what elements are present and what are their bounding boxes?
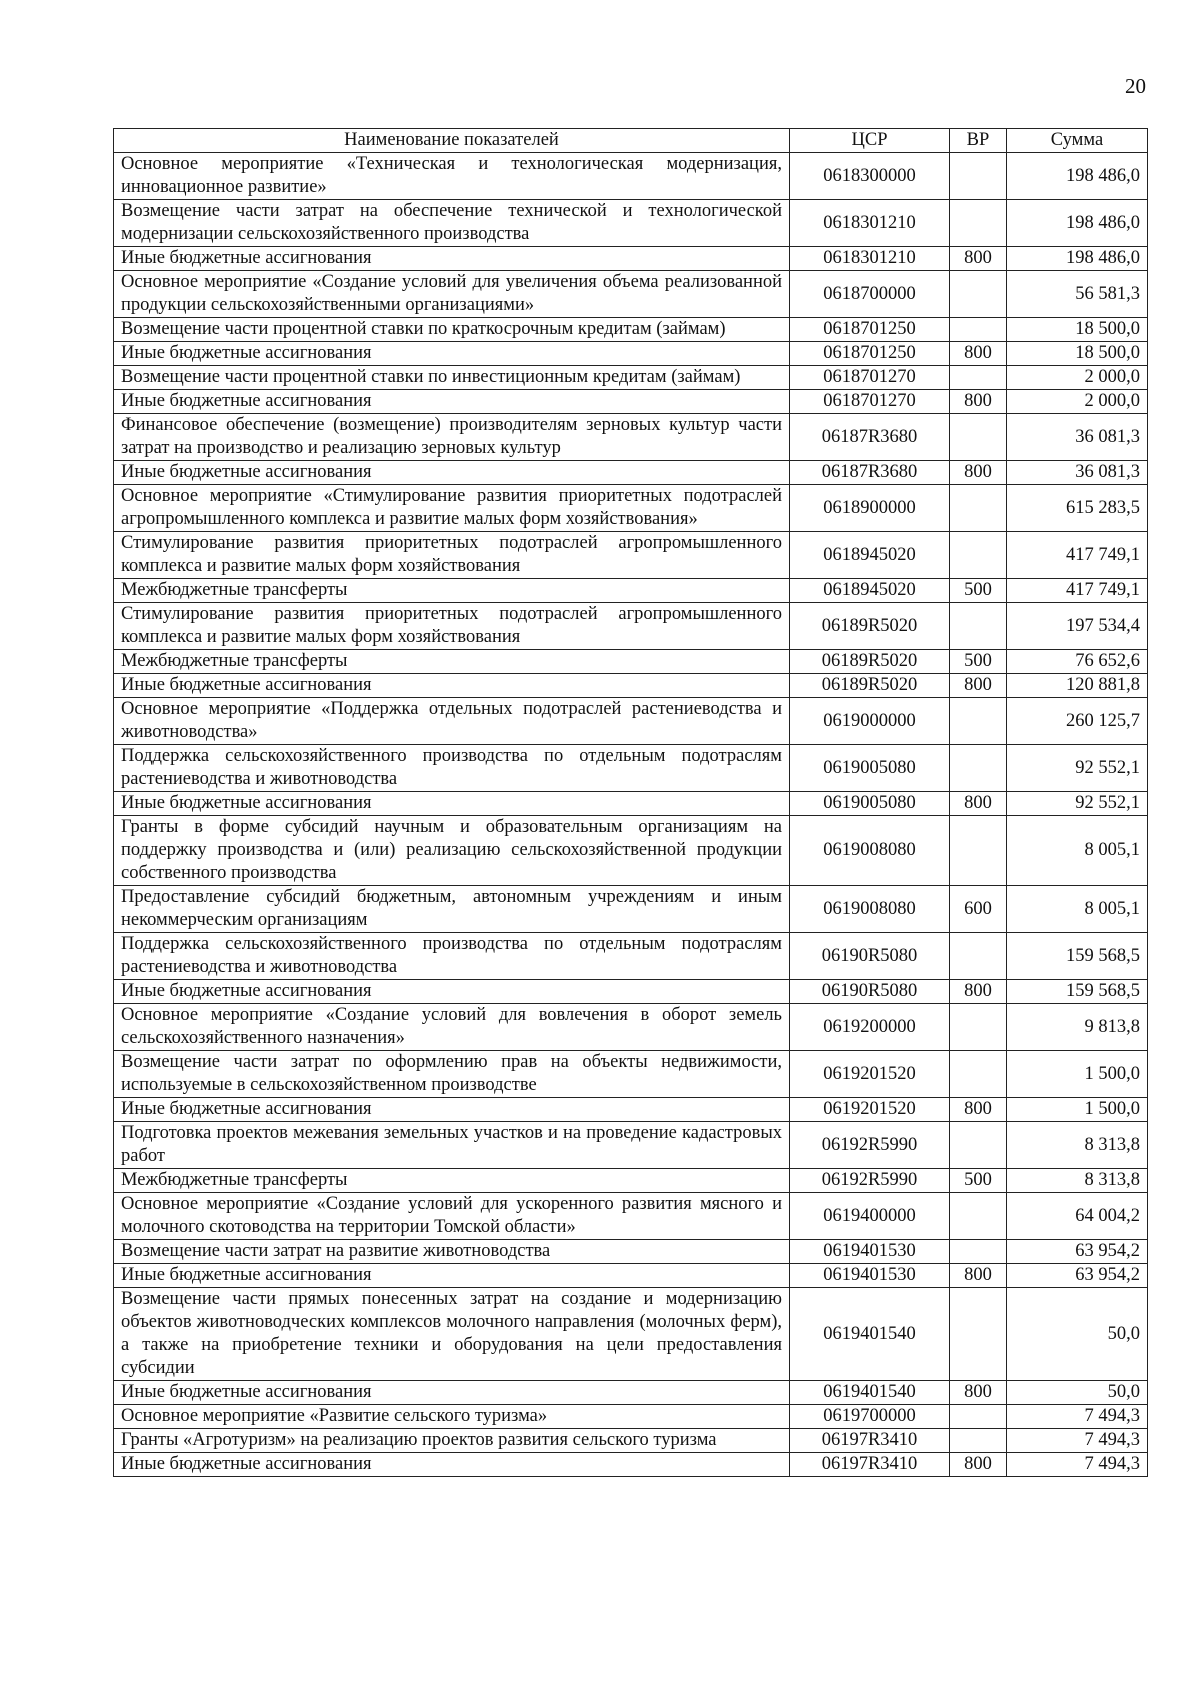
row-vr-cell: 800 [950,247,1007,271]
row-name-cell: Иные бюджетные ассигнования [114,461,790,485]
row-sum-cell: 18 500,0 [1007,342,1148,366]
table-row [114,745,1148,792]
row-name-cell: Гранты в форме субсидий научным и образовательным организациям на поддержку производства и (или) реализацию сельскохозяйственной продукции собственного производства [114,816,790,886]
row-vr-cell: 800 [950,674,1007,698]
row-csr-cell: 0619400000 [790,1193,950,1240]
row-name-cell: Иные бюджетные ассигнования [114,390,790,414]
row-name-cell: Поддержка сельскохозяйственного производства по отдельным подотраслям растениеводства и животноводства [114,745,790,792]
table-row [114,650,1148,674]
table-row [114,980,1148,1004]
row-name-cell: Финансовое обеспечение (возмещение) производителям зерновых культур части затрат на производство и реализацию зерновых культур [114,414,790,461]
row-csr-cell: 0619401530 [790,1240,950,1264]
row-name-cell: Возмещение части затрат по оформлению прав на объекты недвижимости, используемые в сельскохозяйственном производстве [114,1051,790,1098]
table-row [114,1004,1148,1051]
row-name-cell: Межбюджетные трансферты [114,650,790,674]
row-csr-cell: 0619201520 [790,1051,950,1098]
row-csr-cell: 0618301210 [790,247,950,271]
row-vr-cell [950,1004,1007,1051]
row-csr-cell: 06189R5020 [790,674,950,698]
row-name-cell: Иные бюджетные ассигнования [114,1264,790,1288]
row-name-cell: Иные бюджетные ассигнования [114,342,790,366]
row-name-cell: Основное мероприятие «Техническая и технологическая модернизация, инновационное развитие» [114,153,790,200]
row-csr-cell: 06189R5020 [790,650,950,674]
row-name-cell: Предоставление субсидий бюджетным, автономным учреждениям и иным некоммерческим организациям [114,886,790,933]
row-name-cell: Возмещение части затрат на развитие животноводства [114,1240,790,1264]
row-vr-cell [950,933,1007,980]
row-vr-cell [950,271,1007,318]
row-csr-cell: 06192R5990 [790,1122,950,1169]
header-sum: Сумма [1007,129,1148,153]
row-vr-cell [950,318,1007,342]
row-sum-cell: 198 486,0 [1007,153,1148,200]
row-sum-cell: 8 005,1 [1007,816,1148,886]
row-name-cell: Гранты «Агротуризм» на реализацию проектов развития сельского туризма [114,1429,790,1453]
table-row [114,1264,1148,1288]
row-name-cell: Основное мероприятие «Создание условий для увеличения объема реализованной продукции сельскохозяйственными организациями» [114,271,790,318]
row-vr-cell [950,1288,1007,1381]
row-csr-cell: 0619401540 [790,1381,950,1405]
row-sum-cell: 198 486,0 [1007,200,1148,247]
table-row [114,153,1148,200]
row-vr-cell: 800 [950,390,1007,414]
row-vr-cell [950,698,1007,745]
row-vr-cell [950,200,1007,247]
row-csr-cell: 0619401540 [790,1288,950,1381]
row-vr-cell: 500 [950,650,1007,674]
table-row [114,1098,1148,1122]
row-sum-cell: 197 534,4 [1007,603,1148,650]
row-vr-cell: 800 [950,792,1007,816]
row-sum-cell: 92 552,1 [1007,745,1148,792]
row-sum-cell: 120 881,8 [1007,674,1148,698]
row-name-cell: Иные бюджетные ассигнования [114,247,790,271]
row-csr-cell: 06187R3680 [790,414,950,461]
row-sum-cell: 56 581,3 [1007,271,1148,318]
row-vr-cell [950,1429,1007,1453]
table-row [114,342,1148,366]
row-csr-cell: 0618301210 [790,200,950,247]
row-sum-cell: 417 749,1 [1007,532,1148,579]
row-sum-cell: 50,0 [1007,1381,1148,1405]
row-name-cell: Основное мероприятие «Создание условий для вовлечения в оборот земель сельскохозяйственного назначения» [114,1004,790,1051]
row-vr-cell [950,1051,1007,1098]
row-sum-cell: 8 313,8 [1007,1122,1148,1169]
table-body [114,153,1148,1477]
row-csr-cell: 06187R3680 [790,461,950,485]
row-name-cell: Основное мероприятие «Создание условий для ускоренного развития мясного и молочного скотоводства на территории Томской области» [114,1193,790,1240]
row-name-cell: Иные бюджетные ассигнования [114,980,790,1004]
row-csr-cell: 0619700000 [790,1405,950,1429]
table-row [114,318,1148,342]
table-row [114,674,1148,698]
row-name-cell: Межбюджетные трансферты [114,579,790,603]
row-name-cell: Иные бюджетные ассигнования [114,1453,790,1477]
table-row [114,461,1148,485]
row-vr-cell: 800 [950,1453,1007,1477]
row-vr-cell [950,366,1007,390]
row-name-cell: Основное мероприятие «Стимулирование развития приоритетных подотраслей агропромышленного комплекса и развитие малых форм хозяйствования» [114,485,790,532]
row-vr-cell: 800 [950,980,1007,1004]
row-csr-cell: 0619008080 [790,816,950,886]
table-row [114,816,1148,886]
row-vr-cell [950,816,1007,886]
table-row [114,1405,1148,1429]
table-row [114,366,1148,390]
row-name-cell: Стимулирование развития приоритетных подотраслей агропромышленного комплекса и развитие малых форм хозяйствования [114,603,790,650]
row-sum-cell: 7 494,3 [1007,1405,1148,1429]
row-sum-cell: 159 568,5 [1007,980,1148,1004]
row-vr-cell [950,532,1007,579]
table-row [114,933,1148,980]
row-sum-cell: 36 081,3 [1007,461,1148,485]
row-name-cell: Иные бюджетные ассигнования [114,674,790,698]
table-row [114,271,1148,318]
table-row [114,1051,1148,1098]
row-sum-cell: 417 749,1 [1007,579,1148,603]
table-header [114,129,1148,153]
row-sum-cell: 8 005,1 [1007,886,1148,933]
row-csr-cell: 0619200000 [790,1004,950,1051]
table-row [114,1288,1148,1381]
row-csr-cell: 0619008080 [790,886,950,933]
row-csr-cell: 06197R3410 [790,1453,950,1477]
row-sum-cell: 1 500,0 [1007,1051,1148,1098]
table-row [114,579,1148,603]
budget-table [113,128,1148,1477]
row-name-cell: Стимулирование развития приоритетных подотраслей агропромышленного комплекса и развитие малых форм хозяйствования [114,532,790,579]
header-csr: ЦСР [790,129,950,153]
row-csr-cell: 0619000000 [790,698,950,745]
row-sum-cell: 63 954,2 [1007,1264,1148,1288]
table-row [114,532,1148,579]
row-csr-cell: 0618701270 [790,390,950,414]
table-row [114,1193,1148,1240]
row-sum-cell: 50,0 [1007,1288,1148,1381]
row-name-cell: Поддержка сельскохозяйственного производства по отдельным подотраслям растениеводства и животноводства [114,933,790,980]
header-name: Наименование показателей [114,129,790,153]
row-csr-cell: 0619201520 [790,1098,950,1122]
row-vr-cell [950,1193,1007,1240]
row-name-cell: Подготовка проектов межевания земельных участков и на проведение кадастровых работ [114,1122,790,1169]
row-vr-cell [950,485,1007,532]
row-csr-cell: 06190R5080 [790,933,950,980]
row-sum-cell: 7 494,3 [1007,1453,1148,1477]
row-name-cell: Иные бюджетные ассигнования [114,1098,790,1122]
table-row [114,792,1148,816]
row-sum-cell: 159 568,5 [1007,933,1148,980]
row-csr-cell: 06189R5020 [790,603,950,650]
header-row [114,129,1148,153]
table-row [114,390,1148,414]
row-name-cell: Межбюджетные трансферты [114,1169,790,1193]
row-name-cell: Возмещение части процентной ставки по инвестиционным кредитам (займам) [114,366,790,390]
row-sum-cell: 198 486,0 [1007,247,1148,271]
row-name-cell: Возмещение части затрат на обеспечение технической и технологической модернизации сельскохозяйственного производства [114,200,790,247]
row-sum-cell: 8 313,8 [1007,1169,1148,1193]
table-row [114,414,1148,461]
row-vr-cell: 800 [950,1098,1007,1122]
row-vr-cell: 800 [950,342,1007,366]
row-csr-cell: 0618701250 [790,318,950,342]
row-sum-cell: 615 283,5 [1007,485,1148,532]
row-vr-cell [950,153,1007,200]
table-row [114,886,1148,933]
table-row [114,603,1148,650]
row-sum-cell: 76 652,6 [1007,650,1148,674]
row-csr-cell: 0619005080 [790,792,950,816]
row-name-cell: Иные бюджетные ассигнования [114,1381,790,1405]
row-sum-cell: 92 552,1 [1007,792,1148,816]
table-row [114,698,1148,745]
row-csr-cell: 0619005080 [790,745,950,792]
row-vr-cell [950,745,1007,792]
row-csr-cell: 0618900000 [790,485,950,532]
row-name-cell: Основное мероприятие «Развитие сельского туризма» [114,1405,790,1429]
row-vr-cell [950,1122,1007,1169]
row-vr-cell [950,414,1007,461]
row-sum-cell: 1 500,0 [1007,1098,1148,1122]
row-vr-cell [950,1240,1007,1264]
row-csr-cell: 06197R3410 [790,1429,950,1453]
table-row [114,1240,1148,1264]
row-csr-cell: 0618701250 [790,342,950,366]
header-vr: ВР [950,129,1007,153]
row-csr-cell: 0618700000 [790,271,950,318]
row-csr-cell: 0618945020 [790,532,950,579]
row-sum-cell: 64 004,2 [1007,1193,1148,1240]
row-vr-cell: 800 [950,1381,1007,1405]
row-csr-cell: 0619401530 [790,1264,950,1288]
row-sum-cell: 2 000,0 [1007,390,1148,414]
table-row [114,1169,1148,1193]
table-row [114,1122,1148,1169]
row-name-cell: Основное мероприятие «Поддержка отдельных подотраслей растениеводства и животноводства» [114,698,790,745]
row-sum-cell: 18 500,0 [1007,318,1148,342]
row-vr-cell: 600 [950,886,1007,933]
row-csr-cell: 06190R5080 [790,980,950,1004]
row-csr-cell: 06192R5990 [790,1169,950,1193]
row-vr-cell: 500 [950,1169,1007,1193]
table-row [114,485,1148,532]
row-csr-cell: 0618701270 [790,366,950,390]
page-number: 20 [1125,74,1146,98]
row-name-cell: Возмещение части процентной ставки по краткосрочным кредитам (займам) [114,318,790,342]
row-vr-cell [950,603,1007,650]
row-sum-cell: 36 081,3 [1007,414,1148,461]
row-name-cell: Иные бюджетные ассигнования [114,792,790,816]
row-vr-cell: 800 [950,1264,1007,1288]
table-row [114,1429,1148,1453]
table-row [114,1381,1148,1405]
table-row [114,1453,1148,1477]
row-sum-cell: 9 813,8 [1007,1004,1148,1051]
row-sum-cell: 260 125,7 [1007,698,1148,745]
row-csr-cell: 0618945020 [790,579,950,603]
row-sum-cell: 2 000,0 [1007,366,1148,390]
row-vr-cell: 500 [950,579,1007,603]
row-sum-cell: 7 494,3 [1007,1429,1148,1453]
row-csr-cell: 0618300000 [790,153,950,200]
row-vr-cell: 800 [950,461,1007,485]
row-vr-cell [950,1405,1007,1429]
row-name-cell: Возмещение части прямых понесенных затрат на создание и модернизацию объектов животноводческих комплексов молочного направления (молочных ферм), а также на приобретение техники и оборудования на цели предоставления субсидии [114,1288,790,1381]
table-row [114,247,1148,271]
table-row [114,200,1148,247]
row-sum-cell: 63 954,2 [1007,1240,1148,1264]
